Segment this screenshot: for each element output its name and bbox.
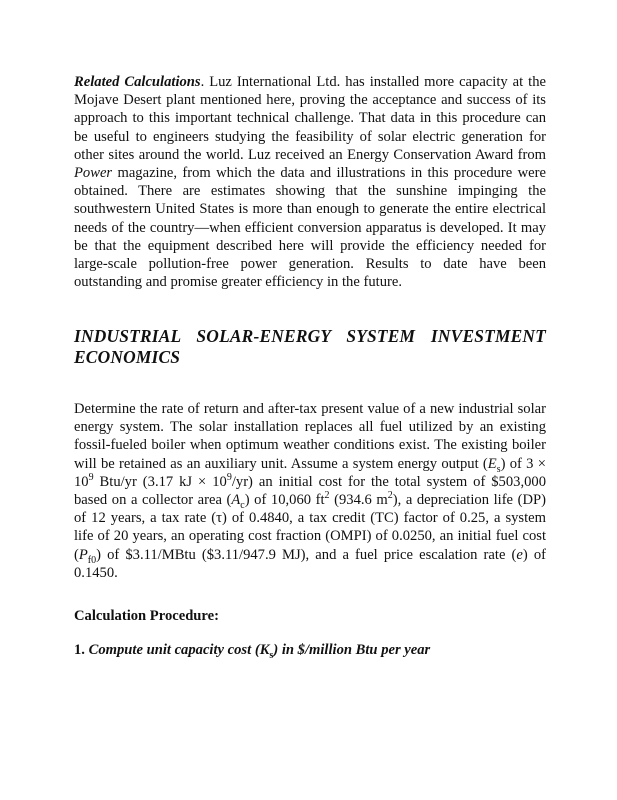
step-1-heading [74,642,430,659]
problem-statement-paragraph [74,400,546,582]
related-body-text: . Luz International Ltd. has installed more capacity at the Mojave Desert plant mentioned here, proving the acceptance and success of its approach to this important technical challenge. That data in this procedure can be useful to engineers studying the feasibility of solar electric generation for other sites around the world. Luz received an Energy Conservation Award from [74,74,546,163]
subscript: f0 [87,554,97,566]
section-title: INDUSTRIAL SOLAR-ENERGY SYSTEM INVESTMENT ECONOMICS [74,326,546,367]
problem-text: Btu/yr (3.17 kJ × 10 [93,473,227,490]
problem-text: ) of 0.1450. [74,546,546,581]
variable-e: E [487,455,497,472]
problem-text: /yr) an initial cost for the total system of $503,000 based on a collector area ( [74,473,546,509]
variable-e-rate: e [516,546,523,563]
superscript: 9 [226,471,232,483]
variable-k: K [259,642,270,658]
variable-p: P [78,546,88,563]
related-calculations-lead: Related Calculations [74,74,201,90]
variable-a: A [231,492,241,509]
calculation-procedure-heading: Calculation Procedure: [74,608,219,624]
subscript: s [269,649,274,661]
related-body-end-text: magazine, from which the data and illustrations in this procedure were obtained. There are estimates showing that the sunshine impinging the southwestern United States is more than enough to generate the entire electrical needs of the country—when efficient conversion apparatus is developed. It may be that the equipment described here will provide the efficiency needed for large-scale pollution-free power generation. Results to date have been outstanding and promise greater efficiency in the future. [74,165,546,291]
problem-text: ) of 10,060 ft [244,492,325,509]
magazine-name: Power [74,165,113,182]
problem-text: ), a depreciation life (DP) of 12 years, a tax rate (τ) of 0.4840, a tax credit (TC) factor of 0.25, a system life of 20 years, an operating cost fraction (OMPI) of 0.0250, an initial fuel cost ( [74,492,546,563]
step-number: 1. [74,642,85,658]
subscript: s [496,463,501,475]
subscript: c [240,499,245,511]
superscript: 9 [88,471,94,483]
problem-text: Determine the rate of return and after-tax present value of a new industrial solar energy system. The solar installation replaces all fuel utilized by an existing fossil-fueled boiler when optimum weather conditions exist. The existing boiler will be retained as an auxiliary unit. Assume a system energy output ( [74,401,546,472]
step-text: Compute unit capacity cost ( [88,642,260,658]
superscript: 2 [324,490,330,502]
related-calculations-paragraph [74,73,546,291]
superscript: 2 [387,490,393,502]
problem-text: ) of 3 × 10 [74,455,546,490]
problem-text: ) of $3.11/MBtu ($3.11/947.9 MJ), and a fuel price escalation rate ( [96,546,517,563]
step-text: ) in $/million Btu per year [273,642,431,658]
problem-text: (934.6 m [329,492,388,509]
